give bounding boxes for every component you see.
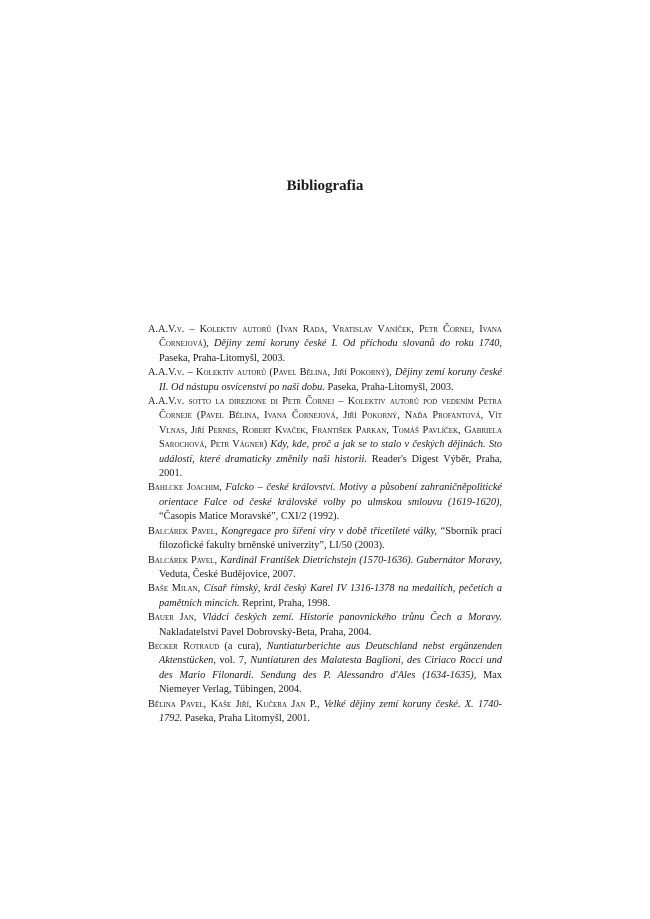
- entry-title: Kongregace pro šíření víry v době třicetileté války,: [217, 525, 438, 537]
- entry-publication: Paseka, Praha Litomyšl, 2001.: [182, 712, 311, 724]
- bibliography-entry: [148, 640, 502, 698]
- entry-publication: Reprint, Praha, 1998.: [239, 597, 331, 609]
- bibliography-entry: [148, 395, 502, 481]
- bibliography-entry: [148, 554, 502, 583]
- entry-publication: Reader's Digest Výběr, Praha, 2001.: [159, 453, 502, 480]
- bibliography-entry: [148, 481, 502, 524]
- entry-publication: vol. 7,: [215, 655, 247, 667]
- bibliography-entry: [148, 698, 502, 727]
- entry-author: Becker Rotraud: [148, 640, 220, 652]
- entry-title: Velké dějiny zemí koruny české. X. 1740-1792.: [159, 698, 502, 724]
- entry-publication: Paseka, Praha-Litomyšl, 2003.: [324, 381, 454, 393]
- entry-title: Nuntiaturberichte aus Deutschland nebst ergänzenden Aktenstücken,: [159, 640, 503, 667]
- entry-author: Bahlcke Joachim,: [148, 482, 222, 494]
- entry-title: Falcko – české království. Motivy a působení zahraničněpolitické orientace Falce od české královské volby po ulmskou smlouvu (1619-1620),: [159, 482, 502, 508]
- entry-author: Baše Milan,: [148, 583, 201, 595]
- bibliography-list: [148, 323, 502, 726]
- entry-title: Kardinál František Dietrichstejn (1570-1636). Gubernátor Moravy,: [217, 554, 502, 566]
- bibliography-entry: [148, 323, 502, 366]
- entry-publication: Veduta, České Budějovice, 2007.: [159, 568, 296, 580]
- bibliography-entry: [148, 525, 502, 554]
- entry-publication: Paseka, Praha-Litomyšl, 2003.: [159, 352, 286, 364]
- entry-publication-secondary: Max Niemeyer Verlag, Tübingen, 2004.: [159, 669, 502, 696]
- entry-author-note: (a cura),: [219, 640, 262, 652]
- page-title: Bibliografia: [286, 178, 364, 194]
- entry-author: Bělina Pavel, Kaše Jiří, Kučera Jan P.,: [148, 698, 320, 710]
- entry-publication: “Časopis Matice Moravské”, CXI/2 (1992).: [159, 511, 340, 523]
- entry-author: A.A.V.v. – Kolektiv autorů (Pavel Bělina, Jiří Pokorný),: [148, 367, 392, 379]
- entry-title: Dějiny zemí koruny české II. Od nástupu osvícenství po naši dobu.: [159, 367, 503, 393]
- entry-author: Bauer Jan,: [148, 612, 197, 624]
- entry-author: A.A.V.v. sotto la direzione di Petr Čornej – Kolektiv autorů pod vedením Petra Čorneje (Pavel Bělina, Ivana Čornejová, Jiří Pokorný, Naďa Profantová, Vít Vlnas, Jiří Pernes, Robert Kvaček, František Parkan, Tomáš Pavlíček, Gabriela Sarochová, Petr Vágner): [148, 396, 502, 451]
- entry-author: A.A.V.v. – Kolektiv autorů (Ivan Rada, Vratislav Vaníček, Petr Čornej, Ivana Čornejová),: [148, 324, 502, 350]
- entry-title: Kdy, kde, proč a jak se to stalo v českých dějinách. Sto událostí, které dramaticky změnily naši historii.: [159, 439, 502, 465]
- entry-title: Vládci českých zemí. Historie panovnického trůnu Čech a Moravy.: [196, 612, 502, 624]
- entry-title-secondary: Nuntiaturen des Malatesta Baglioni, des Ciriaco Rocci und des Mario Filonardi. Sendung des P. Alessandro d'Ales (1634-1635),: [159, 655, 502, 681]
- entry-title: Dějiny zemí koruny české I. Od příchodu slovanů do roku 1740,: [208, 338, 502, 350]
- entry-title: Císař římský, král český Karel IV 1316-1378 na medailích, pečetích a pamětních mincích.: [159, 583, 502, 609]
- entry-author: Balcárek Pavel,: [148, 554, 218, 566]
- bibliography-entry: [148, 611, 502, 640]
- entry-publication: “Sborník prací filozofické fakulty brněnské univerzity”, LI/50 (2003).: [159, 525, 502, 552]
- entry-author: Balcárek Pavel,: [148, 525, 218, 537]
- bibliography-entry: [148, 366, 502, 395]
- entry-publication: Nakladatelství Pavel Dobrovský-Beta, Praha, 2004.: [159, 626, 372, 638]
- bibliography-entry: [148, 582, 502, 611]
